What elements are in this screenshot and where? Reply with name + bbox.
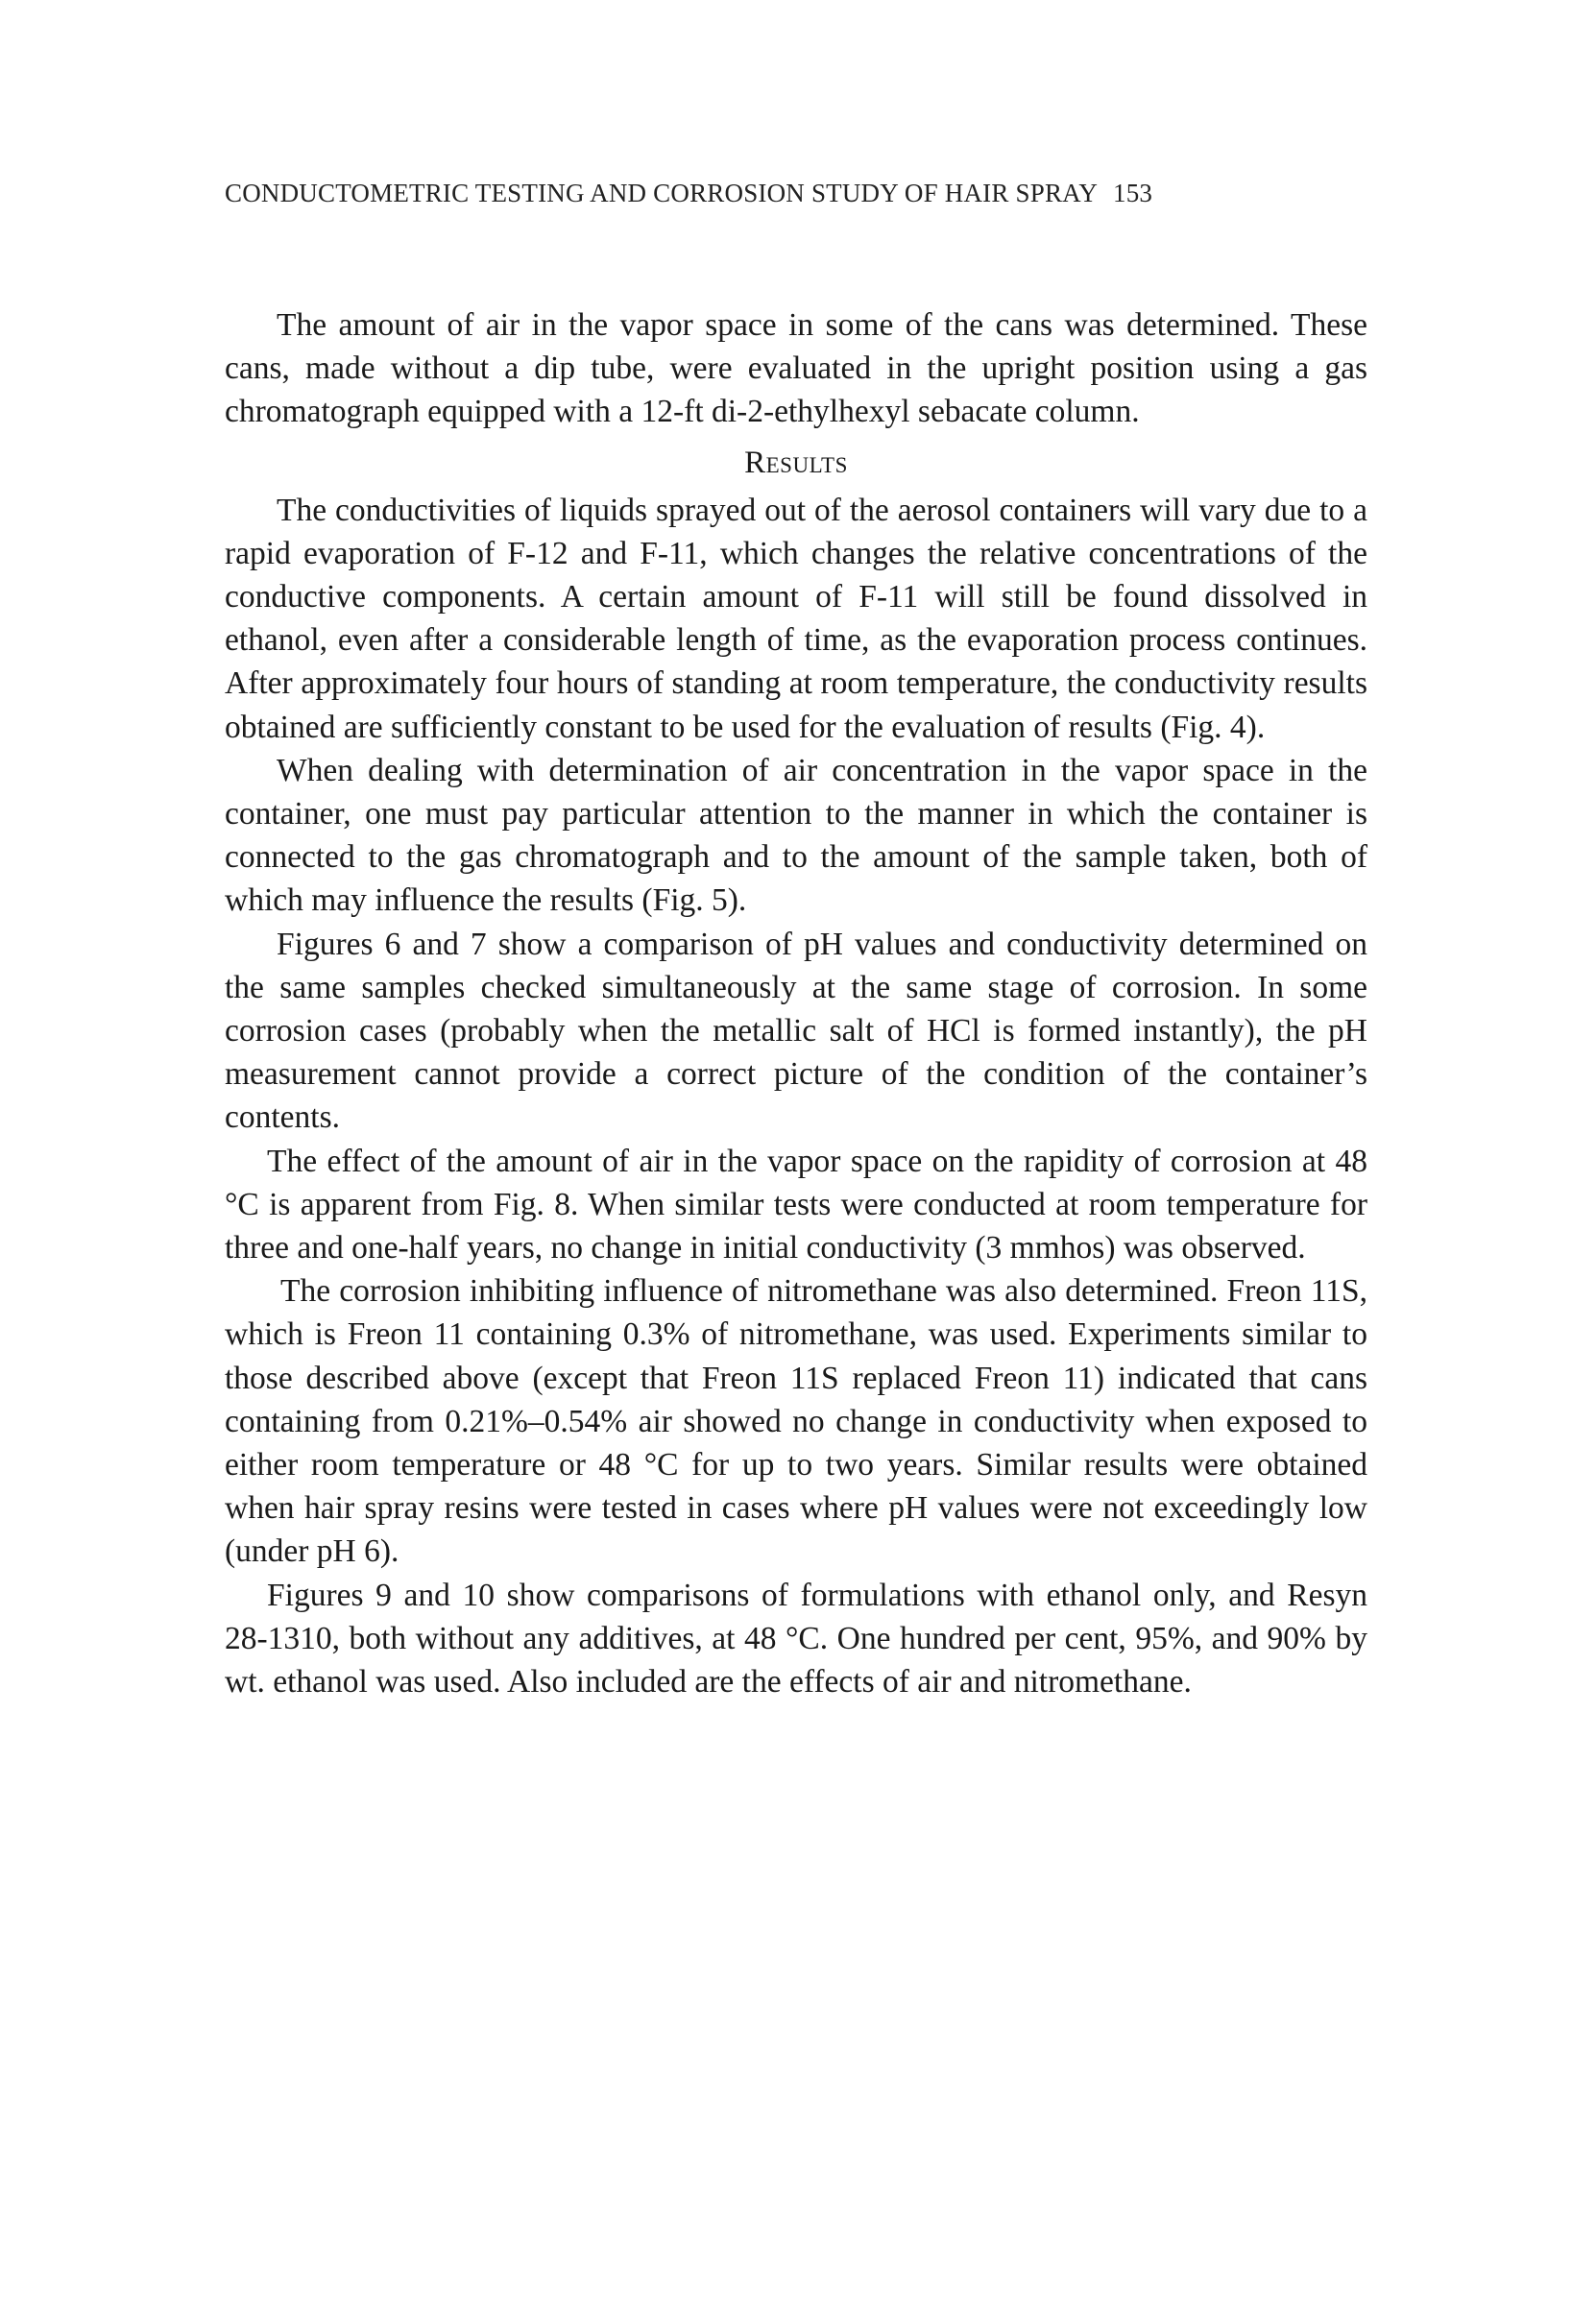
paragraph-results-4: The effect of the amount of air in the vapor space on the rapidity of corrosion at 48 °C is apparent from Fig. 8. When similar tests were conducted at room temperature for three and one-half years, no change in initial conductivity (3 mmhos) was observed. <box>225 1143 1367 1267</box>
paragraph-results-6: Figures 9 and 10 show comparisons of formulations with ethanol only, and Resyn 28-1310, both without any additives, at 48 °C. One hundred per cent, 95%, and 90% by wt. ethanol was used. Also included are the effects of air and nitromethane. <box>225 1577 1367 1701</box>
running-title: CONDUCTOMETRIC TESTING AND CORROSION STUDY OF HAIR SPRAY <box>225 179 1098 207</box>
page-number: 153 <box>1113 179 1153 207</box>
paragraph-results-3: Figures 6 and 7 show a comparison of pH values and conductivity determined on the same samples checked simultaneously at the same stage of corrosion. In some corrosion cases (probably when the metallic salt of HCl is formed instantly), the pH measurement cannot provide a correct picture of the condition of the container’s contents. <box>225 926 1367 1136</box>
paragraph-results-5: The corrosion inhibiting influence of nitromethane was also determined. Freon 11S, which is Freon 11 containing 0.3% of nitromethane, was used. Experiments similar to those described above (except that Freon 11S replaced Freon 11) indicated that cans containing from 0.21%–0.54% air showed no change in conductivity when exposed to either room temperature or 48 °C for up to two years. Similar results were obtained when hair spray resins were tested in cases where pH values were not exceedingly low (under pH 6). <box>225 1273 1367 1570</box>
section-heading-results: Results <box>744 445 848 480</box>
paragraph-results-1: The conductivities of liquids sprayed out of the aerosol containers will vary due to a rapid evaporation of F-12 and F-11, which changes the relative concentrations of the conductive components. A certain amount of F-11 will still be found dissolved in ethanol, even after a considerable length of time, as the evaporation process continues. After approximately four hours of standing at room temperature, the conductivity results obtained are sufficiently constant to be used for the evaluation of results (Fig. 4). <box>225 492 1367 745</box>
paragraph-results-2: When dealing with determination of air concentration in the vapor space in the container, one must pay particular attention to the manner in which the container is connected to the gas chromatograph and to the amount of the sample taken, both of which may influence the results (Fig. 5). <box>225 752 1367 919</box>
paragraph-intro: The amount of air in the vapor space in some of the cans was determined. These cans, made without a dip tube, were evaluated in the upright position using a gas chromatograph equipped with a 12-ft di-2-ethylhexyl sebacate column. <box>225 307 1367 430</box>
running-header <box>225 179 1367 208</box>
body-text <box>225 303 1367 1703</box>
